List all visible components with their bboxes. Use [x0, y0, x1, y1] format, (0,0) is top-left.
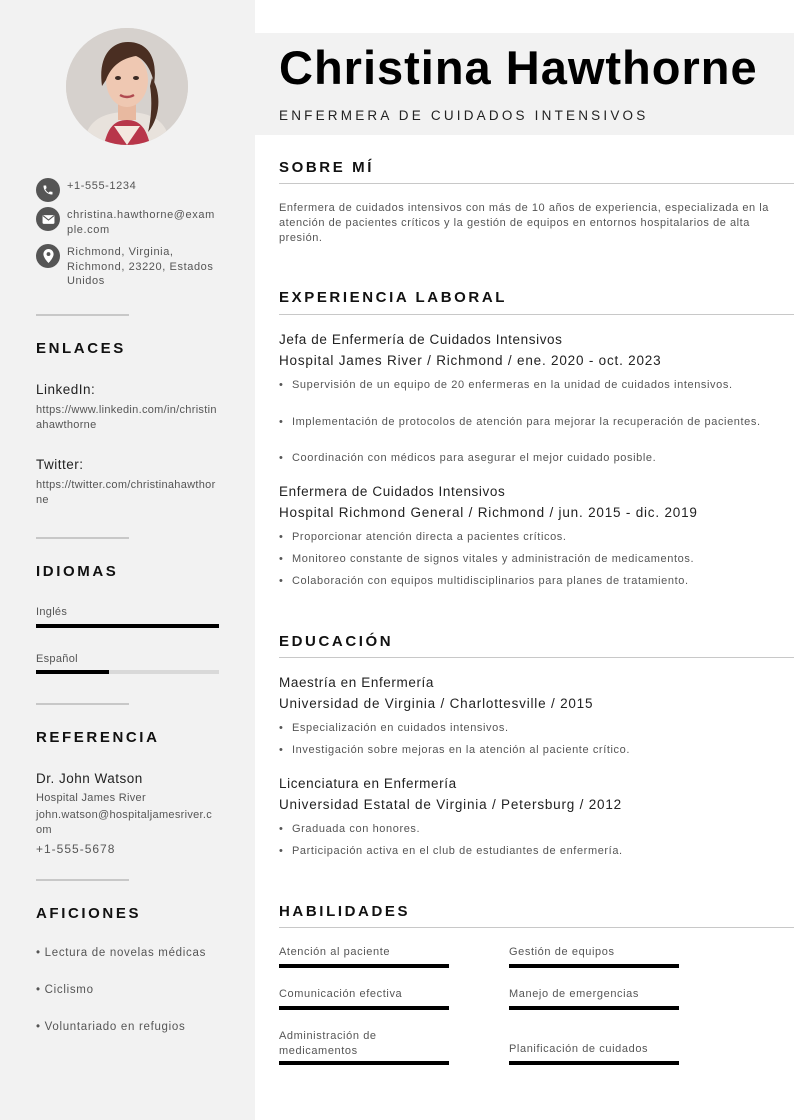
- linkedin-link[interactable]: https://www.linkedin.com/in/christinahawthorne: [36, 404, 217, 431]
- language-name: Español: [36, 653, 78, 665]
- job-bullet: • Proporcionar atención directa a pacientes críticos.: [279, 530, 769, 545]
- education-heading: EDUCACIÓN: [279, 633, 394, 650]
- skill-level-bar: [509, 1006, 679, 1010]
- skill-name: Atención al paciente: [279, 946, 391, 958]
- job-entry-title: Enfermera de Cuidados Intensivos: [279, 484, 506, 499]
- profile-photo: [66, 28, 188, 145]
- education-entry-title: Maestría en Enfermería: [279, 675, 435, 690]
- job-bullet: • Colaboración con equipos multidisciplinarios para planes de tratamiento.: [279, 574, 769, 589]
- education-bullet: • Investigación sobre mejoras en la atención al paciente crítico.: [279, 743, 769, 758]
- skill-level-fill: [509, 1061, 679, 1065]
- skill-item: [509, 987, 679, 1002]
- skill-name: Planificación de cuidados: [509, 1043, 649, 1055]
- reference-email: john.watson@hospitaljamesriver.com: [36, 809, 213, 836]
- education-entry-subtitle: Universidad Estatal de Virginia / Petersburg / 2012: [279, 797, 622, 812]
- education-entry-title: Licenciatura en Enfermería: [279, 776, 457, 791]
- skill-level-fill: [279, 964, 449, 968]
- skill-level-fill: [279, 1006, 449, 1010]
- contact-email: [36, 207, 226, 237]
- education-bullet: • Graduada con honores.: [279, 822, 769, 837]
- language-level-bar: [36, 670, 219, 674]
- skill-level-bar: [509, 964, 679, 968]
- language-level-fill: [36, 670, 109, 674]
- languages-heading: IDIOMAS: [36, 563, 119, 580]
- skill-level-fill: [509, 964, 679, 968]
- skill-level-bar: [509, 1061, 679, 1065]
- reference-name: Dr. John Watson: [36, 771, 143, 786]
- experience-heading: EXPERIENCIA LABORAL: [279, 289, 508, 306]
- reference-phone: +1-555-5678: [36, 842, 116, 856]
- hobby-item: • Lectura de novelas médicas: [36, 947, 207, 959]
- skill-level-bar: [279, 1061, 449, 1065]
- language-level-bar: [36, 624, 219, 628]
- job-bullet: • Implementación de protocolos de atención para mejorar la recuperación de pacientes.: [279, 415, 769, 430]
- skill-item: [509, 945, 679, 960]
- sidebar-divider: [36, 314, 129, 316]
- job-title: ENFERMERA DE CUIDADOS INTENSIVOS: [279, 108, 649, 123]
- hobby-item: • Ciclismo: [36, 984, 94, 996]
- sidebar-divider: [36, 537, 129, 539]
- section-divider: [279, 314, 794, 315]
- section-divider: [279, 927, 794, 928]
- job-bullet: • Monitoreo constante de signos vitales y administración de medicamentos.: [279, 552, 769, 567]
- skill-item: [279, 945, 449, 960]
- contact-address: [36, 244, 226, 289]
- skill-item: [279, 1029, 449, 1058]
- email-icon: [36, 207, 60, 231]
- skill-level-fill: [509, 1006, 679, 1010]
- section-divider: [279, 657, 794, 658]
- education-bullet: • Participación activa en el club de estudiantes de enfermería.: [279, 844, 769, 859]
- reference-company: Hospital James River: [36, 792, 146, 804]
- job-bullet: • Coordinación con médicos para asegurar el mejor cuidado posible.: [279, 451, 769, 466]
- skill-name: Manejo de emergencias: [509, 988, 640, 1000]
- skill-item: [509, 1042, 679, 1057]
- language-name: Inglés: [36, 606, 68, 618]
- job-entry-subtitle: Hospital Richmond General / Richmond / jun. 2015 - dic. 2019: [279, 505, 698, 520]
- job-bullet: • Supervisión de un equipo de 20 enfermeras en la unidad de cuidados intensivos.: [279, 378, 769, 393]
- skill-level-bar: [279, 1006, 449, 1010]
- email-text: christina.hawthorne@example.com: [67, 209, 215, 236]
- job-entry-title: Jefa de Enfermería de Cuidados Intensivos: [279, 332, 563, 347]
- skill-name: Administración de medicamentos: [279, 1030, 377, 1057]
- skill-level-bar: [279, 964, 449, 968]
- twitter-label: Twitter:: [36, 457, 84, 472]
- location-pin-icon: [36, 244, 60, 268]
- about-text: Enfermera de cuidados intensivos con más de 10 años de experiencia, especializada en la atención de pacientes críticos y la gestión de equipos en entornos hospitalarios de alta presión.: [279, 202, 769, 244]
- sidebar-divider: [36, 703, 129, 705]
- phone-icon: [36, 178, 60, 202]
- about-heading: SOBRE MÍ: [279, 159, 374, 176]
- candidate-name: Christina Hawthorne: [279, 41, 758, 94]
- address-text: Richmond, Virginia, Richmond, 23220, Estados Unidos: [67, 246, 214, 287]
- linkedin-label: LinkedIn:: [36, 382, 96, 397]
- skill-level-fill: [279, 1061, 449, 1065]
- education-entry-subtitle: Universidad de Virginia / Charlottesville / 2015: [279, 696, 594, 711]
- sidebar-divider: [36, 879, 129, 881]
- hobby-item: • Voluntariado en refugios: [36, 1021, 186, 1033]
- skills-heading: HABILIDADES: [279, 903, 411, 920]
- hobbies-heading: AFICIONES: [36, 905, 142, 922]
- contact-phone: [36, 178, 226, 202]
- skill-name: Gestión de equipos: [509, 946, 615, 958]
- links-heading: ENLACES: [36, 340, 126, 357]
- skill-item: [279, 987, 449, 1002]
- phone-text: +1-555-1234: [67, 180, 137, 192]
- section-divider: [279, 183, 794, 184]
- job-entry-subtitle: Hospital James River / Richmond / ene. 2020 - oct. 2023: [279, 353, 662, 368]
- language-level-fill: [36, 624, 219, 628]
- reference-heading: REFERENCIA: [36, 729, 160, 746]
- twitter-link[interactable]: https://twitter.com/christinahawthorne: [36, 479, 216, 506]
- education-bullet: • Especialización en cuidados intensivos.: [279, 721, 769, 736]
- skill-name: Comunicación efectiva: [279, 988, 403, 1000]
